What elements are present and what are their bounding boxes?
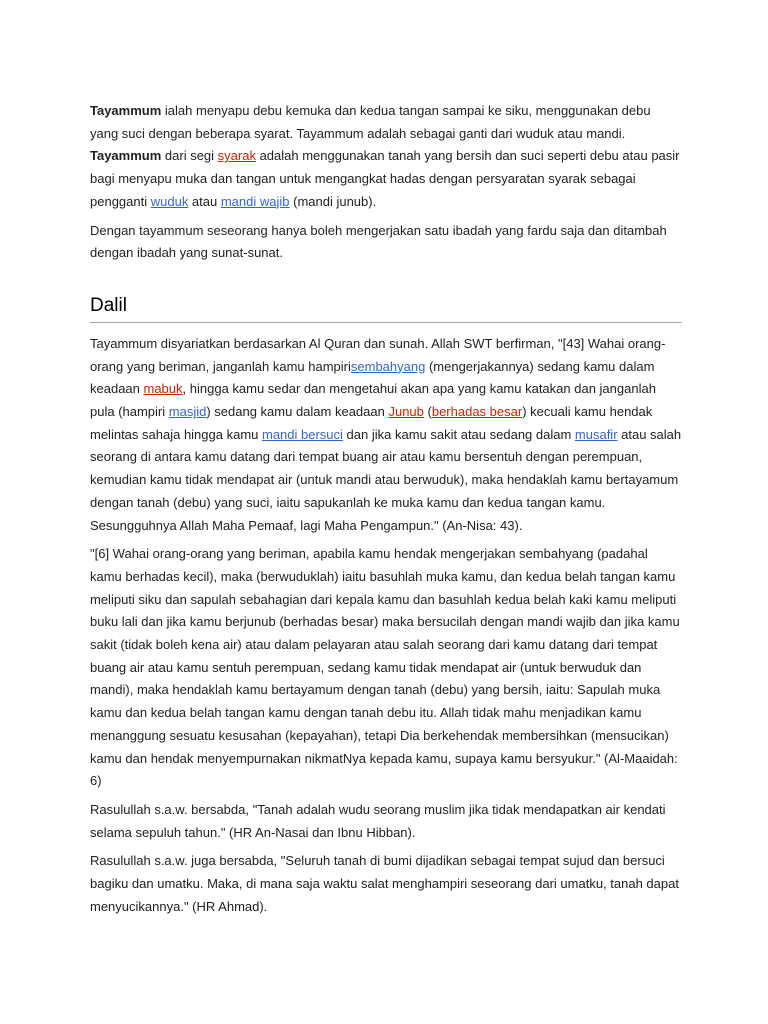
text-run: adalah menggunakan tanah yang bersih dan suci seperti debu atau pasir bagi menyapu muka dan tangan untuk mengangkat hadas dengan persyaratan syarak sebagai pengganti	[90, 148, 680, 209]
article-body	[90, 100, 682, 925]
paragraph-hadith-2: Rasulullah s.a.w. juga bersabda, "Seluruh tanah di bumi dijadikan sebagai tempat sujud dan bersuci bagiku dan umatku. Maka, di mana saja waktu salat menghampiri seseorang dari umatku, tanah dapat menyucikannya." (HR Ahmad).	[90, 853, 679, 914]
term-bold: Tayammum	[90, 148, 162, 164]
text-run: dari segi	[161, 148, 218, 164]
intro-paragraph	[90, 100, 682, 214]
paragraph-dalil-1	[90, 333, 682, 537]
link-syarak[interactable]: syarak	[217, 148, 256, 164]
text-run: ) kecuali kamu hendak melintas sahaja hingga kamu	[90, 404, 653, 442]
paragraph-2: Dengan tayammum seseorang hanya boleh mengerjakan satu ibadah yang fardu saja dan ditambah dengan ibadah yang sunat-sunat.	[90, 222, 667, 261]
link-musafir[interactable]: musafir	[574, 426, 618, 442]
link-mandi-bersuci[interactable]: mandi bersuci	[262, 426, 343, 442]
link-junub[interactable]: Junub	[388, 404, 424, 420]
section-heading-dalil: Dalil	[90, 295, 682, 323]
text-run: (mandi junub).	[289, 193, 377, 209]
text-run: , hingga kamu sedar dan mengetahui akan apa yang kamu katakan dan janganlah pula (hampiri	[90, 381, 656, 420]
text-run: (mengerjakannya) sedang kamu dalam keadaan	[90, 358, 655, 397]
text-run: atau	[188, 193, 221, 209]
text-run: ialah menyapu debu kemuka dan kedua tangan sampai ke siku, menggunakan debu yang suci dengan beberapa syarat. Tayammum adalah sebagai ganti dari wuduk atau mandi.	[90, 103, 651, 141]
text-run: atau salah seorang di antara kamu datang dari tempat buang air atau kamu bersentuh dengan perempuan, kemudian kamu tidak mendapat air (untuk mandi atau berwuduk), maka hendaklah kamu bertayamum dengan tanah (debu) yang suci, iaitu sapukanlah ke muka kamu dan kedua tangan kamu. Sesungguhnya Allah Maha Pemaaf, lagi Maha Pengampun." (An-Nisa: 43).	[90, 426, 682, 533]
link-masjid[interactable]: masjid	[168, 404, 207, 420]
paragraph-dalil-2: "[6] Wahai orang-orang yang beriman, apabila kamu hendak mengerjakan sembahyang (padahal kamu berhadas kecil), maka (berwuduklah) iaitu basuhlah muka kamu, dan kedua belah tangan kamu meliputi siku dan sapulah sebahagian dari kepala kamu dan basuhlah kedua belah kaki kamu meliputi buku lali dan jika kamu berjunub (berhadas besar) maka bersucilah dengan mandi wajib dan jika kamu sakit (tidak boleh kena air) atau dalam pelayaran atau salah seorang dari kamu datang dari tempat buang air atau kamu sentuh perempuan, sedang kamu tidak mendapat air (untuk berwuduk dan mandi), maka hendaklah kamu bertayamum dengan tanah (debu) yang bersih, iaitu: Sapulah muka kamu dan kedua belah tangan kamu dengan tanah debu itu. Allah tidak mahu menjadikan kamu menanggung sesuatu kesusahan (kepayahan), tetapi Dia berkehendak membersihkan (mensucikan) kamu dan hendak menyempurnakan nikmatNya kepada kamu, supaya kamu bersyukur." (Al-Maaidah: 6)	[90, 546, 680, 789]
text-run: (	[423, 404, 432, 420]
text-run: dan jika kamu sakit atau sedang dalam	[342, 426, 575, 442]
text-run: Tayammum disyariatkan berdasarkan Al Quran dan sunah. Allah SWT berfirman, "[43] Wahai orang-orang yang beriman, janganlah kamu hampiri	[90, 335, 666, 374]
paragraph-hadith-1: Rasulullah s.a.w. bersabda, "Tanah adalah wudu seorang muslim jika tidak mendapatkan air kendati selama sepuluh tahun." (HR An-Nasai dan Ibnu Hibban).	[90, 801, 666, 840]
term-bold: Tayammum	[90, 103, 162, 118]
link-wuduk[interactable]: wuduk	[150, 193, 189, 209]
link-berhadas-besar[interactable]: berhadas besar	[431, 404, 523, 420]
link-mabuk[interactable]: mabuk	[143, 381, 183, 397]
text-run: ) sedang kamu dalam keadaan	[206, 404, 389, 420]
link-sembahyang[interactable]: sembahyang	[350, 358, 426, 374]
link-mandi-wajib[interactable]: mandi wajib	[220, 193, 290, 209]
